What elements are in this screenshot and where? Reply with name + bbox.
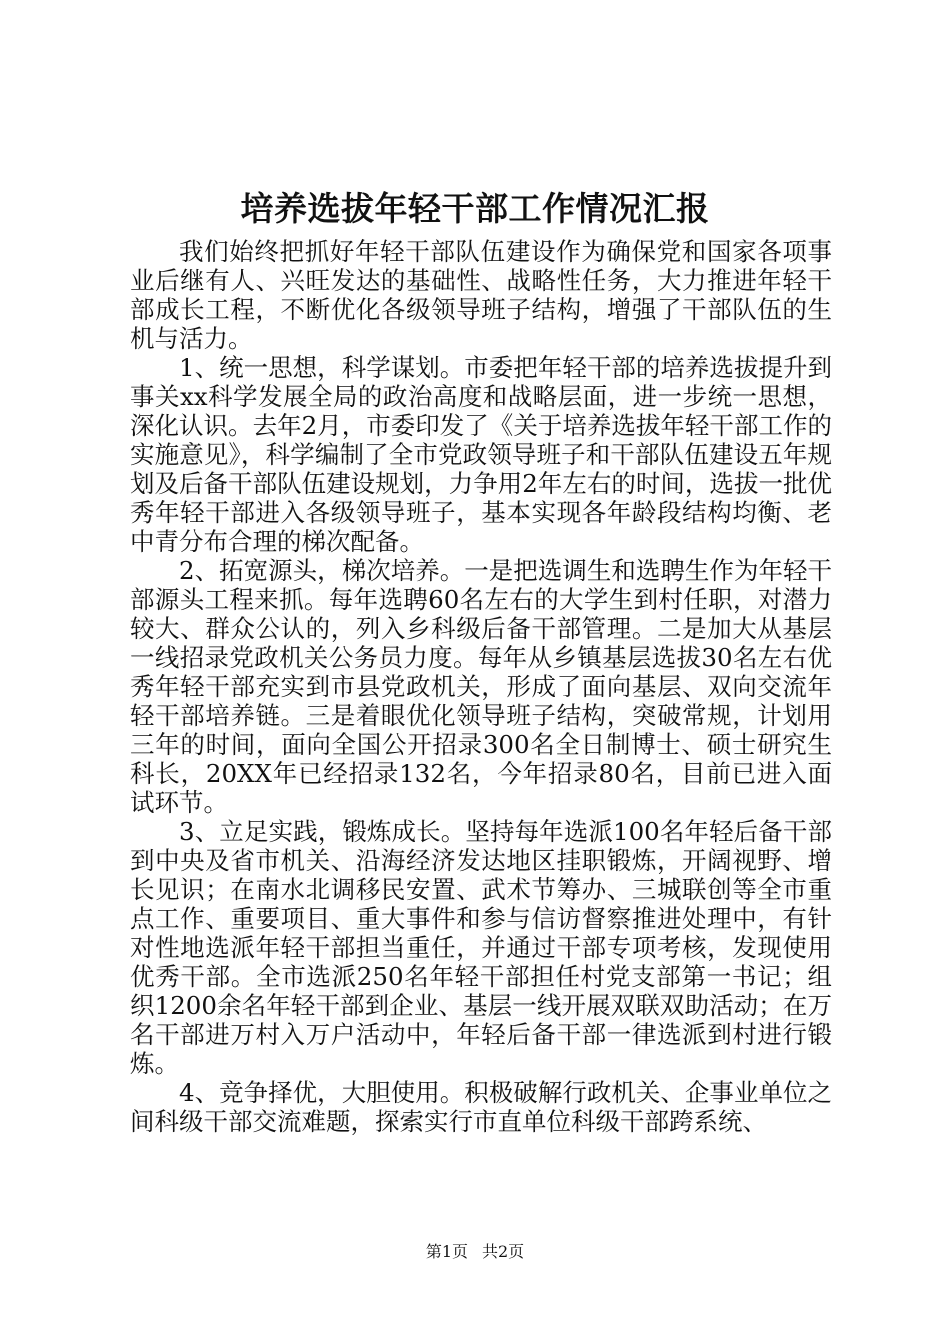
document-body — [130, 237, 832, 1136]
paragraph-section-1: 1、统一思想，科学谋划。市委把年轻干部的培养选拔提升到事关xx科学发展全局的政治高度和战略层面，进一步统一思想，深化认识。去年2月，市委印发了《关于培养选拔年轻干部工作的实施意见》，科学编制了全市党政领导班子和干部队伍建设五年规划及后备干部队伍建设规划，力争用2年左右的时间，选拔一批优秀年轻干部进入各级领导班子，基本实现各年龄段结构均衡、老中青分布合理的梯次配备。 — [130, 353, 832, 556]
document-title: 培养选拔年轻干部工作情况汇报 — [240, 189, 710, 228]
page-number-current: 第1页 — [425, 1242, 468, 1261]
page-number-total: 共2页 — [482, 1242, 525, 1261]
page-footer — [0, 1240, 950, 1264]
paragraph-section-3: 3、立足实践，锻炼成长。坚持每年选派100名年轻后备干部到中央及省市机关、沿海经济发达地区挂职锻炼，开阔视野、增长见识；在南水北调移民安置、武术节筹办、三城联创等全市重点工作、重要项目、重大事件和参与信访督察推进处理中，有针对性地选派年轻干部担当重任，并通过干部专项考核，发现使用优秀干部。全市选派250名年轻干部担任村党支部第一书记；组织1200余名年轻干部到企业、基层一线开展双联双助活动；在万名干部进万村入万户活动中，年轻后备干部一律选派到村进行锻炼。 — [130, 817, 832, 1078]
paragraph-intro: 我们始终把抓好年轻干部队伍建设作为确保党和国家各项事业后继有人、兴旺发达的基础性、战略性任务，大力推进年轻干部成长工程，不断优化各级领导班子结构，增强了干部队伍的生机与活力。 — [130, 237, 832, 353]
paragraph-section-2: 2、拓宽源头，梯次培养。一是把选调生和选聘生作为年轻干部源头工程来抓。每年选聘60名左右的大学生到村任职，对潜力较大、群众公认的，列入乡科级后备干部管理。二是加大从基层一线招录党政机关公务员力度。每年从乡镇基层选拔30名左右优秀年轻干部充实到市县党政机关，形成了面向基层、双向交流年轻干部培养链。三是着眼优化领导班子结构，突破常规，计划用三年的时间，面向全国公开招录300名全日制博士、硕士研究生科长，20XX年已经招录132名，今年招录80名，目前已进入面试环节。 — [130, 556, 832, 817]
paragraph-section-4: 4、竞争择优，大胆使用。积极破解行政机关、企事业单位之间科级干部交流难题，探索实行市直单位科级干部跨系统、 — [130, 1078, 832, 1136]
